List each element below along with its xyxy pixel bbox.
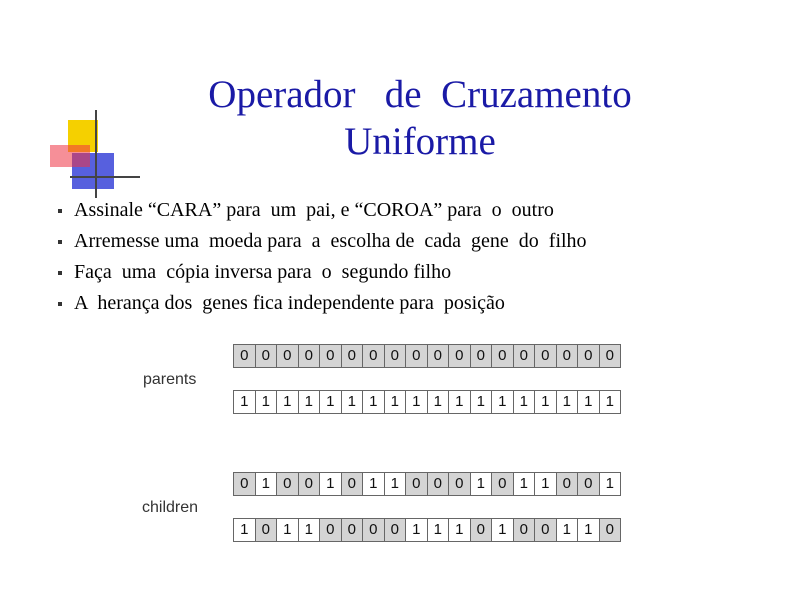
gene-cell: 1 [600,391,621,413]
gene-cell: 1 [578,519,600,541]
gene-cell: 0 [320,345,342,367]
gene-cell: 0 [514,519,536,541]
gene-cell: 0 [578,345,600,367]
gene-cell: 0 [492,473,514,495]
gene-cell: 0 [320,519,342,541]
gene-cell: 0 [428,473,450,495]
gene-cell: 0 [600,345,621,367]
gene-cell: 0 [514,345,536,367]
gene-cell: 0 [385,345,407,367]
parent-2-chromosome [233,390,621,414]
gene-cell: 1 [256,391,278,413]
gene-cell: 0 [557,473,579,495]
child-1-chromosome [233,472,621,496]
gene-cell: 0 [535,345,557,367]
gene-cell: 0 [299,345,321,367]
gene-cell: 0 [449,473,471,495]
bullet-item [50,227,587,258]
gene-cell: 0 [363,345,385,367]
gene-cell: 1 [406,391,428,413]
gene-cell: 1 [299,519,321,541]
bullet-item [50,258,587,289]
page-title [150,72,690,166]
gene-cell: 1 [277,519,299,541]
parents-label: parents [143,371,197,388]
gene-cell: 1 [471,473,493,495]
gene-cell: 1 [385,473,407,495]
gene-cell: 1 [320,391,342,413]
gene-cell: 0 [557,345,579,367]
gene-cell: 1 [320,473,342,495]
gene-cell: 0 [234,345,256,367]
bullet-item [50,196,587,227]
gene-cell: 1 [449,519,471,541]
gene-cell: 0 [256,345,278,367]
gene-cell: 0 [535,519,557,541]
gene-cell: 0 [277,345,299,367]
gene-cell: 0 [277,473,299,495]
bullet-icon [58,271,62,275]
bullet-list [50,196,587,320]
gene-cell: 1 [342,391,364,413]
children-label: children [142,499,199,516]
gene-cell: 0 [471,519,493,541]
gene-cell: 0 [492,345,514,367]
bullet-icon [58,302,62,306]
gene-cell: 0 [385,519,407,541]
bullet-text: Arremesse uma moeda para a escolha de cada gene do filho [74,230,587,252]
bullet-text: A herança dos genes fica independente para posição [74,292,505,314]
parent-1-chromosome [233,344,621,368]
gene-cell: 0 [471,345,493,367]
gene-cell: 1 [363,391,385,413]
gene-cell: 0 [449,345,471,367]
gene-cell: 1 [428,391,450,413]
gene-cell: 1 [600,473,621,495]
gene-cell: 1 [557,391,579,413]
gene-cell: 1 [449,391,471,413]
gene-cell: 0 [363,519,385,541]
bullet-text: Faça uma cópia inversa para o segundo filho [74,261,452,283]
gene-cell: 1 [277,391,299,413]
gene-cell: 0 [234,473,256,495]
gene-cell: 0 [299,473,321,495]
gene-cell: 1 [514,391,536,413]
gene-cell: 1 [406,519,428,541]
bullet-text: Assinale “CARA” para um pai, e “COROA” para o outro [74,199,554,221]
gene-cell: 1 [578,391,600,413]
gene-cell: 1 [299,391,321,413]
gene-cell: 1 [492,391,514,413]
gene-cell: 0 [342,345,364,367]
gene-cell: 1 [535,391,557,413]
gene-cell: 1 [256,473,278,495]
gene-cell: 0 [342,473,364,495]
gene-cell: 1 [557,519,579,541]
gene-cell: 1 [535,473,557,495]
gene-cell: 1 [234,519,256,541]
gene-cell: 1 [471,391,493,413]
gene-cell: 0 [256,519,278,541]
decorative-squares-icon [40,105,140,200]
gene-cell: 0 [578,473,600,495]
gene-cell: 1 [363,473,385,495]
gene-cell: 1 [428,519,450,541]
bullet-icon [58,240,62,244]
gene-cell: 1 [492,519,514,541]
gene-cell: 1 [385,391,407,413]
bullet-item [50,289,587,320]
gene-cell: 0 [406,473,428,495]
bullet-icon [58,209,62,213]
child-2-chromosome [233,518,621,542]
title-line-2: Uniforme [344,119,496,163]
gene-cell: 0 [406,345,428,367]
gene-cell: 0 [342,519,364,541]
title-line-1: Operador de Cruzamento [208,73,632,116]
gene-cell: 1 [514,473,536,495]
gene-cell: 0 [600,519,621,541]
gene-cell: 1 [234,391,256,413]
gene-cell: 0 [428,345,450,367]
